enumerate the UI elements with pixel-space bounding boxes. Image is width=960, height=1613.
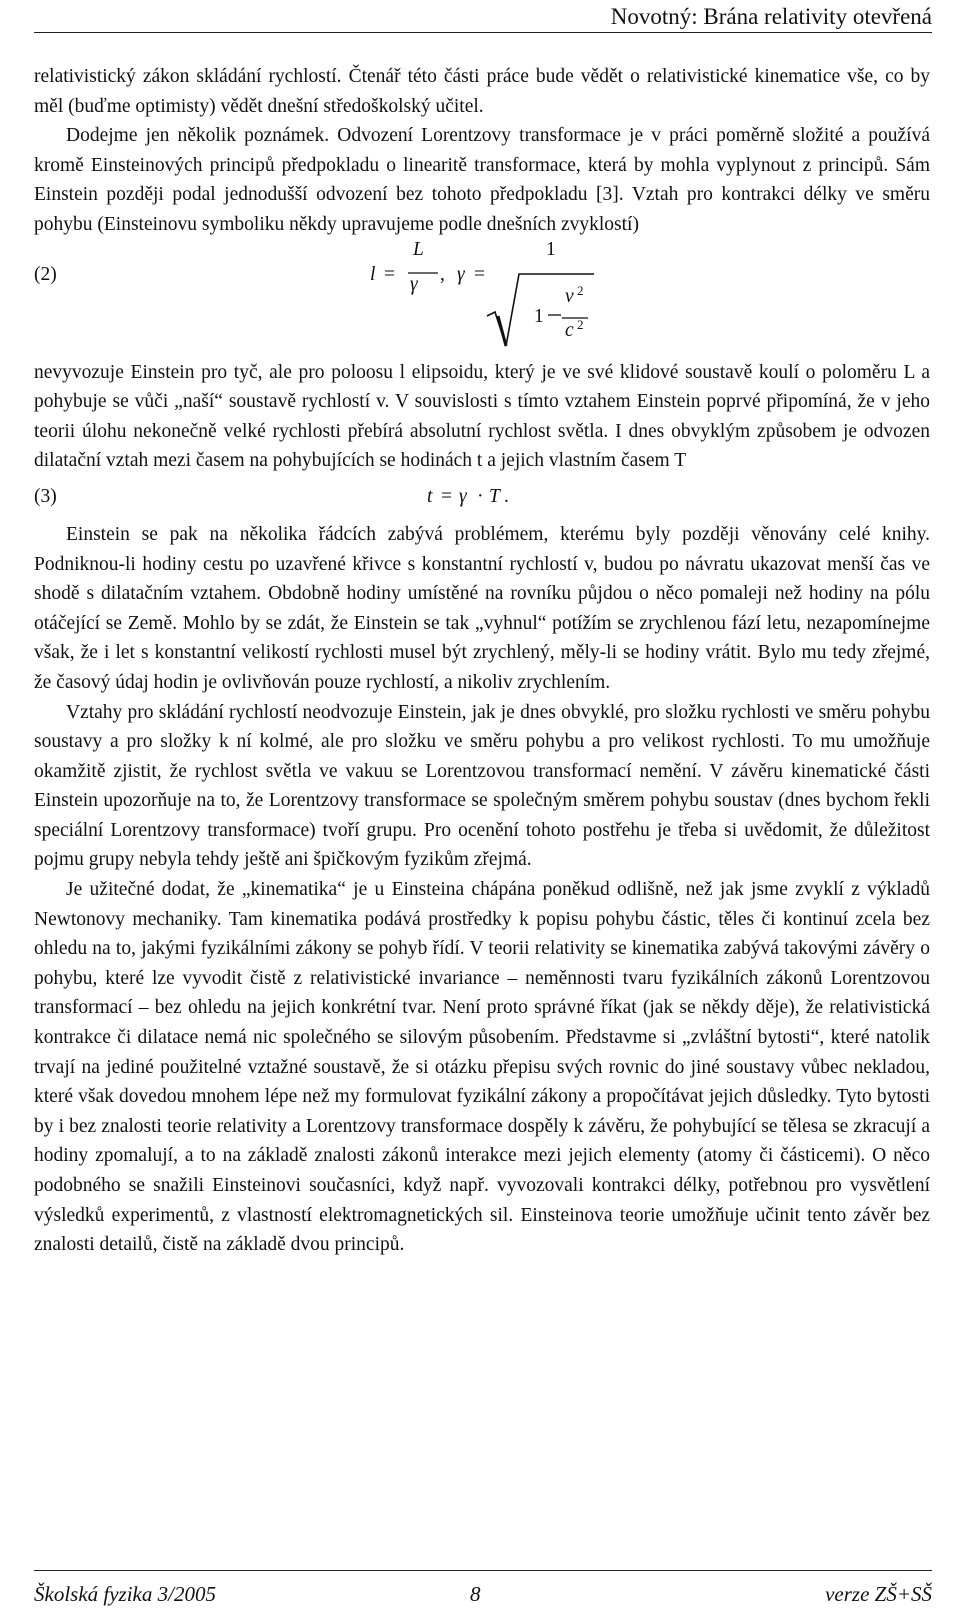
running-title: Novotný: Brána relativity otevřená — [610, 4, 932, 29]
period: . — [504, 485, 509, 507]
header-rule — [34, 32, 932, 33]
exponent-2: 2 — [577, 316, 584, 332]
paragraph-4: Einstein se pak na několika řádcích zabývá problémem, kterému byly později věnovány celé knihy. Podniknou-li hodiny cestu po uzavřené křivce s konstantní rychlostí v, budou po návratu ukazovat menší čas ve shodě s dilatačním vztahem. Obdobně hodiny umístěné na rovníku půjdou o něco pomaleji než hodiny na pólu otáčející se Země. Mohlo by se zdát, že Einstein se tak „vyhnul“ potížím se zrychlenou fází letu, nezapomínejme však, že i let s konstantní velikostí rychlosti musel být zrychlený, měly-li se hodiny vrátit. Bylo mu tedy zřejmé, že časový údaj hodin je ovlivňován pouze rychlostí, a nikoliv zrychlením. — [34, 523, 930, 693]
symbol-gamma: γ — [459, 485, 467, 507]
numerator-L: L — [413, 238, 424, 260]
comma: , — [440, 263, 445, 285]
equals-sign: = — [384, 263, 395, 285]
paragraph-3: nevyvozuje Einstein pro tyč, ale pro poloosu l elipsoidu, který je ve své klidové soustavě koulí o poloměru L a pohybuje se vůči „naší“ soustavě rychlostí v. V souvislosti s tímto vztahem Einstein poprvé připomíná, že v jeho teorii úlohu nekonečně velké rychlosti přebírá absolutní rychlost světla. I dnes obvyklým způsobem je odvozen dilatační vztah mezi časem na pohybujících se hodinách t a jejich vlastním časem T — [34, 361, 930, 472]
equals-sign: = — [474, 263, 485, 285]
inner-one: 1 — [534, 305, 544, 327]
exponent-2: 2 — [577, 282, 584, 298]
dot-operator: · — [477, 485, 484, 507]
page-header — [0, 0, 960, 36]
symbol-T: T — [489, 485, 500, 507]
equation-number: (3) — [34, 485, 57, 507]
symbol-t: t — [427, 485, 433, 507]
equals-sign: = — [441, 485, 452, 507]
page-number: 8 — [470, 1582, 481, 1606]
equation-3 — [34, 476, 930, 520]
symbol-l: l — [370, 263, 376, 285]
paragraph-1: relativistický zákon skládání rychlostí. Čtenář této části práce bude vědět o relativistické kinematice vše, co by měl (buďme optimisty) vědět dnešní středoškolský učitel. — [34, 66, 930, 117]
numerator-one: 1 — [546, 238, 556, 260]
minus-sign — [548, 314, 562, 316]
page-footer — [0, 1570, 960, 1613]
paragraph-5: Vztahy pro skládání rychlostí neodvozuje Einstein, jak je dnes obvyklé, pro složku rychlosti ve směru pohybu soustavy a pro složky k ní kolmé, ale pro složku ve směru pohybu a pro velikost rychlosti. To mu umožňuje okamžitě zjistit, že rychlost světla ve vakuu se Lorentzovou transformací nemění. V závěru kinematické části Einstein upozorňuje na to, že Lorentzovy transformace se společným směrem pohybu soustav (dnes bychom řekli speciální Lorentzovy transformace) tvoří grupu. Pro ocenění tohoto postřehu je třeba si uvědomit, že důležitost pojmu grupy nebyla tehdy ještě ani špičkovým fyzikům zřejmá. — [34, 701, 930, 871]
inner-v: v — [565, 285, 574, 307]
paragraph-2: Dodejme jen několik poznámek. Odvození Lorentzovy transformace je v práci poměrně složité a používá kromě Einsteinových principů předpokladu o linearitě transformace, která by mohla vyplynout z principů. Sám Einstein později podal jednodušší odvození bez tohoto předpokladu [3]. Vztah pro kontrakci délky ve směru pohybu (Einsteinovu symboliku někdy upravujeme podle dnešních zvyklostí) — [34, 125, 930, 235]
article-body — [34, 62, 930, 1260]
equation-2 — [34, 240, 930, 358]
symbol-gamma: γ — [457, 263, 465, 285]
equation-number: (2) — [34, 263, 57, 285]
journal-name: Školská fyzika 3/2005 — [34, 1582, 216, 1606]
paragraph-6: Je užitečné dodat, že „kinematika“ je u Einsteina chápána poněkud odlišně, než jak jsme zvyklí z výkladů Newtonovy mechaniky. Tam kinematika podává prostředky k popisu pohybu částic, těles či kontinuí zcela bez ohledu na to, jakými fyzikálními zákony se pohyb řídí. V teorii relativity se kinematika zabývá takovými závěry o pohybu, které lze vyvodit čistě z relativistické invariance – neměnnosti tvaru fyzikálních zákonů Lorentzovou transformací – bez ohledu na jejich konkrétní tvar. Není proto správné říkat (jak se někdy děje), že relativistická kontrakce či dilatace nemá nic společného se silovým působením. Představme si „zvláštní bytosti“, které natolik trvají na jediné použitelné vztažné soustavě, že si otázku přepisu svých rovnic do jiné soustavy vůbec nekladou, které však dovedou mnohem lépe než my formulovat fyzikální zákony a propočítávat jejich důsledky. Tyto bytosti by i bez znalosti teorie relativity a Lorentzovy transformace dospěly k závěru, že pohybující se tělesa se zkracují a hodiny zpomalují, a to na základě znalosti zákonů interakce mezi jejich elementy (atomy či částicemi). O něco podobného se snažili Einsteinovi současníci, když např. vyvozovali kontrakci délky, potřebnou pro vysvětlení výsledků experimentů, z vlastností elektromagnetických sil. Einsteinova teorie umožňuje učinit tento závěr bez znalosti detailů, čistě na základě dvou principů. — [34, 879, 930, 1256]
version-label: verze ZŠ+SŠ — [825, 1582, 932, 1606]
footer-rule — [34, 1570, 932, 1571]
inner-c: c — [565, 319, 574, 341]
denominator-gamma: γ — [410, 273, 418, 295]
